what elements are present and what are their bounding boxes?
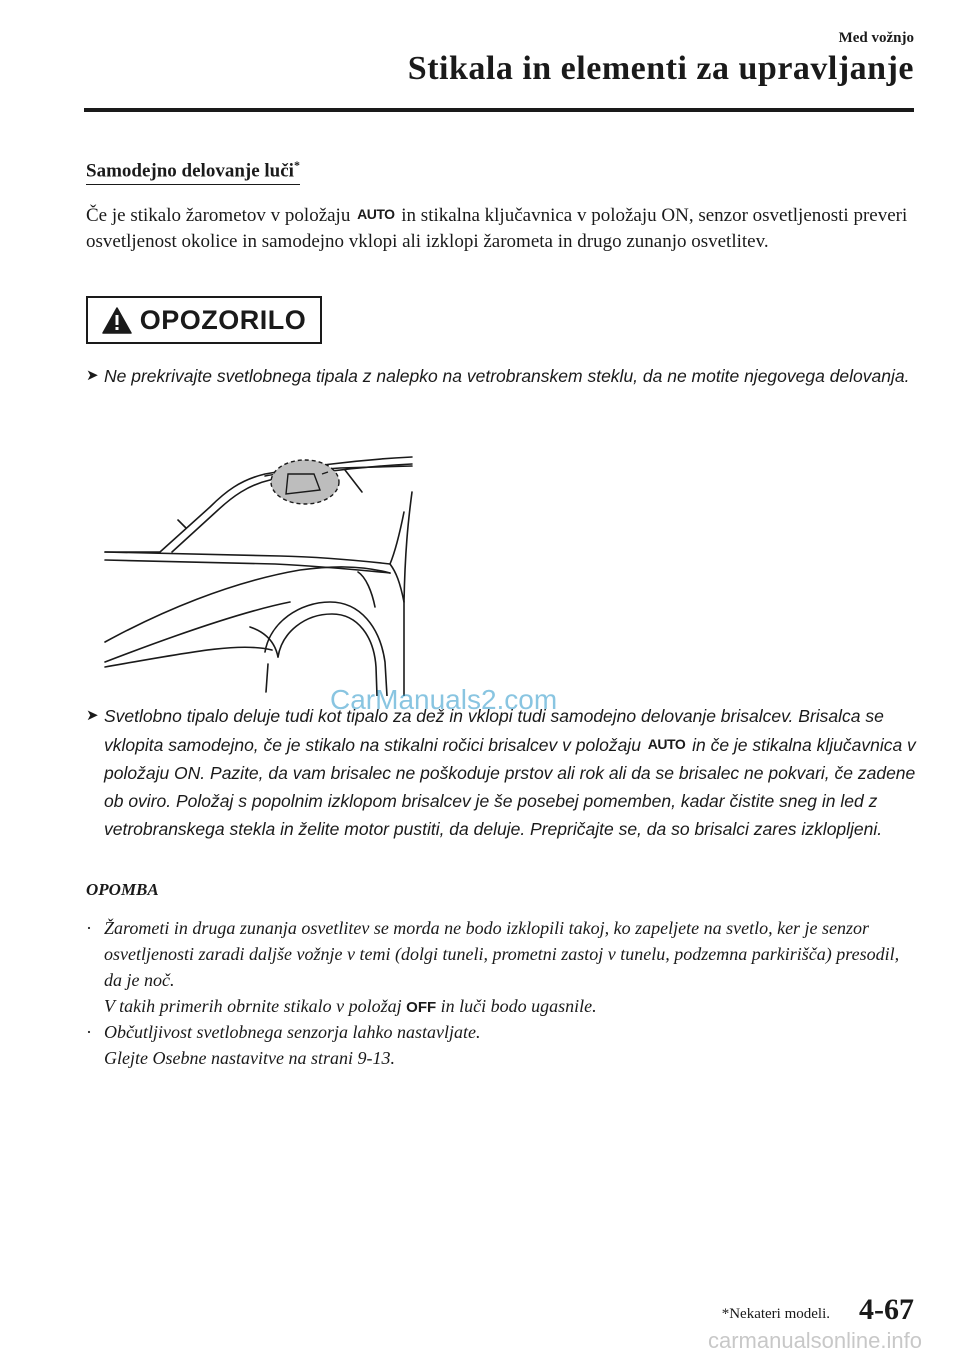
off-symbol: OFF xyxy=(406,999,437,1016)
note-item-text xyxy=(86,1019,916,1071)
warning-triangle-icon xyxy=(102,307,132,334)
section-title-text: Samodejno delovanje luči xyxy=(86,160,294,182)
warning-bullet-text xyxy=(86,702,916,843)
auto-symbol: AUTO xyxy=(357,206,395,222)
bullet2-text-2: in če je stikalna ključavnica v položaju ON. Pazite, da vam brisalec ne poškoduje prstov ali rok ali da se brisalec ne pokvari, če zadene ob oviro. Položaj s popolnim izklopom brisalcev je še posebej pomemben, kadar čistite sneg in led z vetrobranskega stekla in želite motor pustiti, da deluje. Prepričajte se, da so brisalci zares izklopljeni. xyxy=(104,735,916,839)
chapter-label: Med vožnjo xyxy=(838,30,914,46)
auto-symbol: AUTO xyxy=(647,736,686,752)
bullet-dot-icon: · xyxy=(86,1022,92,1042)
bullet2-text-1: Svetlobno tipalo deluje tudi kot tipalo za dež in vklopi tudi samodejno delovanje brisalcev. Brisalca se vklopita samodejno, če je stikalo na stikalni ročici brisalcev v položaju xyxy=(104,706,884,755)
note-item xyxy=(86,915,916,1021)
model-asterisk: * xyxy=(293,158,300,172)
note-item xyxy=(86,1019,916,1071)
note-item-text xyxy=(86,915,916,1021)
watermark: CarManuals2.com xyxy=(330,684,558,715)
intro-text-1: Če je stikalo žarometov v položaju xyxy=(86,205,351,226)
windshield-sensor-illustration xyxy=(100,452,416,696)
note-title: OPOMBA xyxy=(86,880,159,899)
header-rule xyxy=(84,108,914,112)
footnote: *Nekateri modeli. xyxy=(721,1306,830,1322)
note1-text-1: Žarometi in druga zunanja osvetlitev se morda ne bodo izklopili takoj, ko zapeljete na svetlo, ker je senzor osvetljenosti zaradi daljše vožnje v temi (dolgi tuneli, prometni zastoj v tunelu, podzemna parkirišča) presodil, da je noč. xyxy=(104,918,900,990)
intro-text-2: in stikalna ključavnica v položaju ON, senzor osvetljenosti preveri osvetljenost okolice in samodejno vklopi ali izklopi žarometa in drugo zunanjo osvetlitev. xyxy=(86,205,908,252)
arrow-bullet-icon: ➤ xyxy=(86,367,99,384)
section-title xyxy=(86,158,300,185)
warning-bullet xyxy=(86,362,916,390)
bullet-dot-icon: · xyxy=(86,918,92,938)
warning-bullet xyxy=(86,702,916,843)
note1-text-3: in luči bodo ugasnile. xyxy=(440,996,597,1016)
warning-bullet-text: Ne prekrivajte svetlobnega tipala z nalepko na vetrobranskem steklu, da ne motite njegovega delovanja. xyxy=(104,366,910,386)
note2-text-1: Občutljivost svetlobnega senzorja lahko nastavljate. xyxy=(104,1022,481,1042)
page-number: 4-67 xyxy=(859,1293,914,1326)
warning-label: OPOZORILO xyxy=(139,304,307,335)
note1-text-2: V takih primerih obrnite stikalo v položaj xyxy=(104,996,402,1016)
note2-text-2: Glejte Osebne nastavitve na strani 9-13. xyxy=(104,1048,395,1068)
arrow-bullet-icon: ➤ xyxy=(86,707,99,724)
section-heading: Stikala in elementi za upravljanje xyxy=(407,50,914,87)
intro-paragraph xyxy=(86,201,916,255)
site-watermark: carmanualsonline.info xyxy=(707,1328,922,1353)
warning-box xyxy=(86,296,322,344)
